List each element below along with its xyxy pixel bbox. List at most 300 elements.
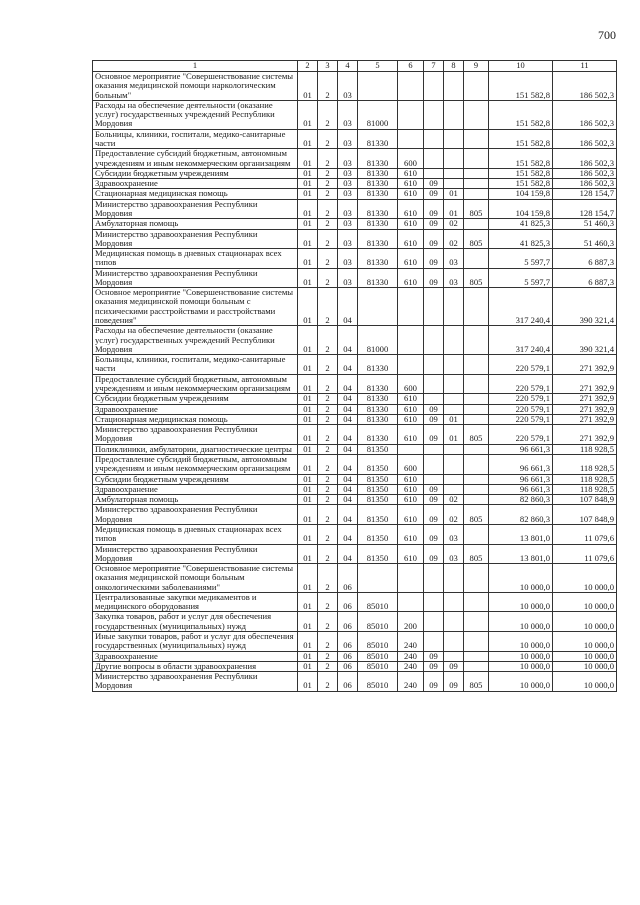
budget-item-name: Предоставление субсидий бюджетным, автономным учреждениям и иным некоммерческим организациям	[93, 374, 298, 394]
table-row	[93, 268, 617, 288]
code-cell: 09	[424, 524, 444, 544]
amount-cell: 96 661,3	[489, 454, 553, 474]
code-cell: 81350	[358, 484, 398, 494]
budget-item-name: Здравоохранение	[93, 484, 298, 494]
code-cell: 01	[298, 268, 318, 288]
code-cell	[444, 454, 464, 474]
code-cell: 81350	[358, 454, 398, 474]
code-cell	[444, 374, 464, 394]
amount-cell: 10 000,0	[553, 651, 617, 661]
code-cell	[464, 129, 489, 149]
code-cell: 2	[318, 544, 338, 564]
amount-cell: 41 825,3	[489, 229, 553, 249]
amount-cell: 128 154,7	[553, 189, 617, 199]
code-cell: 03	[338, 149, 358, 169]
code-cell: 03	[338, 249, 358, 269]
table-row	[93, 672, 617, 692]
budget-item-name: Министерство здравоохранения Республики Мордовия	[93, 268, 298, 288]
code-cell	[444, 651, 464, 661]
amount-cell: 10 000,0	[489, 672, 553, 692]
amount-cell: 10 000,0	[489, 651, 553, 661]
code-cell: 610	[398, 505, 424, 525]
code-cell	[464, 249, 489, 269]
code-cell: 04	[338, 355, 358, 375]
table-row	[93, 474, 617, 484]
amount-cell: 151 582,8	[489, 168, 553, 178]
code-cell: 09	[444, 661, 464, 671]
amount-cell: 151 582,8	[489, 100, 553, 129]
amount-cell: 51 460,3	[553, 229, 617, 249]
code-cell: 81330	[358, 404, 398, 414]
amount-cell: 96 661,3	[489, 484, 553, 494]
code-cell	[464, 149, 489, 169]
code-cell: 805	[464, 544, 489, 564]
code-cell	[464, 444, 489, 454]
code-cell	[444, 355, 464, 375]
code-cell: 03	[444, 268, 464, 288]
code-cell: 610	[398, 425, 424, 445]
code-cell: 01	[298, 168, 318, 178]
header-cell-name: 1	[93, 61, 298, 72]
code-cell	[464, 179, 489, 189]
code-cell: 85010	[358, 592, 398, 612]
amount-cell: 186 502,3	[553, 179, 617, 189]
code-cell: 04	[338, 404, 358, 414]
code-cell: 09	[424, 425, 444, 445]
header-cell: 11	[553, 61, 617, 72]
code-cell	[464, 414, 489, 424]
code-cell: 2	[318, 229, 338, 249]
code-cell: 81000	[358, 326, 398, 355]
code-cell: 610	[398, 484, 424, 494]
amount-cell: 107 848,9	[553, 495, 617, 505]
amount-cell: 41 825,3	[489, 219, 553, 229]
code-cell: 610	[398, 414, 424, 424]
table-row	[93, 355, 617, 375]
code-cell: 610	[398, 394, 424, 404]
code-cell: 240	[398, 632, 424, 652]
budget-table	[92, 60, 617, 692]
table-row	[93, 444, 617, 454]
code-cell: 805	[464, 199, 489, 219]
amount-cell: 10 000,0	[489, 612, 553, 632]
code-cell: 01	[298, 394, 318, 404]
code-cell: 610	[398, 179, 424, 189]
code-cell: 2	[318, 592, 338, 612]
code-cell: 610	[398, 219, 424, 229]
code-cell: 01	[298, 355, 318, 375]
code-cell: 09	[424, 179, 444, 189]
budget-item-name: Больницы, клиники, госпитали, медико-санитарные части	[93, 355, 298, 375]
code-cell	[444, 100, 464, 129]
code-cell: 240	[398, 672, 424, 692]
amount-cell: 390 321,4	[553, 288, 617, 326]
code-cell: 04	[338, 374, 358, 394]
code-cell: 81350	[358, 505, 398, 525]
code-cell	[464, 484, 489, 494]
table-row	[93, 374, 617, 394]
code-cell: 01	[444, 425, 464, 445]
amount-cell: 220 579,1	[489, 355, 553, 375]
code-cell	[444, 149, 464, 169]
amount-cell: 13 801,0	[489, 544, 553, 564]
table-row	[93, 524, 617, 544]
code-cell: 03	[444, 544, 464, 564]
table-row	[93, 484, 617, 494]
table-row	[93, 229, 617, 249]
code-cell: 06	[338, 672, 358, 692]
code-cell: 09	[424, 484, 444, 494]
table-row	[93, 179, 617, 189]
code-cell: 01	[298, 505, 318, 525]
code-cell: 610	[398, 229, 424, 249]
amount-cell: 151 582,8	[489, 129, 553, 149]
code-cell: 81330	[358, 149, 398, 169]
code-cell	[464, 189, 489, 199]
amount-cell: 118 928,5	[553, 454, 617, 474]
code-cell: 01	[298, 179, 318, 189]
table-row	[93, 189, 617, 199]
header-cell: 4	[338, 61, 358, 72]
code-cell: 01	[298, 229, 318, 249]
code-cell: 2	[318, 179, 338, 189]
code-cell: 01	[298, 474, 318, 484]
table-row	[93, 414, 617, 424]
code-cell: 610	[398, 199, 424, 219]
code-cell: 04	[338, 288, 358, 326]
code-cell	[464, 404, 489, 414]
code-cell	[424, 444, 444, 454]
code-cell: 01	[298, 612, 318, 632]
code-cell: 01	[298, 219, 318, 229]
code-cell	[464, 612, 489, 632]
table-row	[93, 199, 617, 219]
code-cell: 03	[338, 129, 358, 149]
amount-cell: 96 661,3	[489, 474, 553, 484]
code-cell: 02	[444, 229, 464, 249]
table-row	[93, 394, 617, 404]
code-cell: 01	[298, 454, 318, 474]
amount-cell: 151 582,8	[489, 72, 553, 101]
table-row	[93, 404, 617, 414]
code-cell: 09	[444, 672, 464, 692]
code-cell: 09	[424, 651, 444, 661]
table-row	[93, 249, 617, 269]
code-cell: 2	[318, 632, 338, 652]
code-cell: 2	[318, 484, 338, 494]
code-cell: 04	[338, 524, 358, 544]
code-cell: 81330	[358, 414, 398, 424]
budget-item-name: Здравоохранение	[93, 179, 298, 189]
code-cell: 06	[338, 592, 358, 612]
code-cell	[358, 72, 398, 101]
amount-cell: 5 597,7	[489, 268, 553, 288]
code-cell: 805	[464, 268, 489, 288]
code-cell: 04	[338, 474, 358, 484]
amount-cell: 118 928,5	[553, 474, 617, 484]
amount-cell: 186 502,3	[553, 168, 617, 178]
amount-cell: 271 392,9	[553, 394, 617, 404]
code-cell: 2	[318, 651, 338, 661]
code-cell	[464, 632, 489, 652]
amount-cell: 220 579,1	[489, 414, 553, 424]
code-cell: 81350	[358, 544, 398, 564]
budget-item-name: Закупка товаров, работ и услуг для обеспечения государственных (муниципальных) нужд	[93, 612, 298, 632]
code-cell: 04	[338, 444, 358, 454]
code-cell: 2	[318, 414, 338, 424]
code-cell: 06	[338, 564, 358, 593]
code-cell	[464, 326, 489, 355]
amount-cell: 186 502,3	[553, 100, 617, 129]
budget-item-name: Основное мероприятие "Совершенствование системы оказания медицинской помощи больным онкологическими заболеваниями"	[93, 564, 298, 593]
code-cell: 610	[398, 474, 424, 484]
code-cell: 81330	[358, 229, 398, 249]
code-cell: 01	[298, 189, 318, 199]
code-cell: 2	[318, 374, 338, 394]
code-cell	[444, 179, 464, 189]
amount-cell: 271 392,9	[553, 404, 617, 414]
code-cell: 2	[318, 425, 338, 445]
code-cell	[464, 564, 489, 593]
code-cell: 2	[318, 168, 338, 178]
code-cell	[398, 592, 424, 612]
code-cell: 02	[444, 495, 464, 505]
code-cell: 01	[298, 661, 318, 671]
code-cell: 81330	[358, 268, 398, 288]
code-cell	[464, 661, 489, 671]
code-cell: 01	[298, 672, 318, 692]
code-cell	[398, 72, 424, 101]
code-cell: 04	[338, 505, 358, 525]
code-cell	[398, 129, 424, 149]
budget-item-name: Министерство здравоохранения Республики Мордовия	[93, 672, 298, 692]
code-cell: 04	[338, 454, 358, 474]
code-cell: 2	[318, 612, 338, 632]
table-row	[93, 612, 617, 632]
code-cell: 600	[398, 454, 424, 474]
code-cell: 01	[298, 414, 318, 424]
code-cell	[424, 612, 444, 632]
code-cell	[424, 326, 444, 355]
code-cell	[358, 564, 398, 593]
code-cell	[398, 355, 424, 375]
table-row	[93, 592, 617, 612]
amount-cell: 96 661,3	[489, 444, 553, 454]
budget-item-name: Предоставление субсидий бюджетным, автономным учреждениям и иным некоммерческим организациям	[93, 454, 298, 474]
amount-cell: 271 392,9	[553, 355, 617, 375]
budget-item-name: Больницы, клиники, госпитали, медико-санитарные части	[93, 129, 298, 149]
code-cell	[424, 168, 444, 178]
code-cell: 200	[398, 612, 424, 632]
code-cell: 81330	[358, 199, 398, 219]
code-cell	[398, 288, 424, 326]
code-cell: 2	[318, 72, 338, 101]
code-cell: 85010	[358, 672, 398, 692]
code-cell: 81350	[358, 495, 398, 505]
code-cell: 81330	[358, 355, 398, 375]
budget-item-name: Амбулаторная помощь	[93, 495, 298, 505]
code-cell: 01	[298, 632, 318, 652]
table-row	[93, 632, 617, 652]
code-cell: 09	[424, 672, 444, 692]
code-cell	[464, 219, 489, 229]
code-cell: 09	[424, 189, 444, 199]
table-row	[93, 100, 617, 129]
code-cell: 2	[318, 454, 338, 474]
budget-item-name: Основное мероприятие "Совершенствование системы оказания медицинской помощи наркологическим больным"	[93, 72, 298, 101]
code-cell: 03	[444, 524, 464, 544]
code-cell: 01	[298, 288, 318, 326]
header-cell: 2	[298, 61, 318, 72]
code-cell: 81330	[358, 425, 398, 445]
code-cell: 06	[338, 661, 358, 671]
code-cell: 09	[424, 544, 444, 564]
code-cell	[444, 444, 464, 454]
code-cell	[444, 394, 464, 404]
code-cell: 81000	[358, 100, 398, 129]
amount-cell: 186 502,3	[553, 129, 617, 149]
code-cell	[424, 374, 444, 394]
code-cell	[444, 168, 464, 178]
amount-cell: 220 579,1	[489, 374, 553, 394]
code-cell	[444, 612, 464, 632]
budget-item-name: Министерство здравоохранения Республики Мордовия	[93, 505, 298, 525]
code-cell	[464, 168, 489, 178]
code-cell: 09	[424, 505, 444, 525]
amount-cell: 271 392,9	[553, 414, 617, 424]
amount-cell: 5 597,7	[489, 249, 553, 269]
amount-cell: 10 000,0	[553, 592, 617, 612]
budget-item-name: Централизованные закупки медикаментов и медицинского оборудования	[93, 592, 298, 612]
code-cell: 2	[318, 474, 338, 484]
code-cell: 81350	[358, 474, 398, 484]
code-cell: 03	[338, 189, 358, 199]
code-cell: 01	[298, 484, 318, 494]
amount-cell: 220 579,1	[489, 425, 553, 445]
code-cell	[464, 524, 489, 544]
amount-cell: 317 240,4	[489, 326, 553, 355]
code-cell: 2	[318, 505, 338, 525]
code-cell: 2	[318, 288, 338, 326]
budget-item-name: Субсидии бюджетным учреждениям	[93, 394, 298, 404]
code-cell: 01	[298, 72, 318, 101]
code-cell: 805	[464, 505, 489, 525]
code-cell	[444, 474, 464, 484]
budget-item-name: Здравоохранение	[93, 651, 298, 661]
code-cell	[424, 394, 444, 404]
code-cell: 2	[318, 404, 338, 414]
amount-cell: 186 502,3	[553, 149, 617, 169]
code-cell	[444, 564, 464, 593]
code-cell: 610	[398, 404, 424, 414]
table-row	[93, 454, 617, 474]
code-cell	[424, 355, 444, 375]
code-cell: 2	[318, 149, 338, 169]
code-cell: 81330	[358, 249, 398, 269]
code-cell: 06	[338, 632, 358, 652]
amount-cell: 51 460,3	[553, 219, 617, 229]
code-cell	[464, 592, 489, 612]
amount-cell: 317 240,4	[489, 288, 553, 326]
code-cell: 02	[444, 505, 464, 525]
code-cell: 81330	[358, 394, 398, 404]
amount-cell: 82 860,3	[489, 505, 553, 525]
code-cell: 03	[338, 268, 358, 288]
code-cell: 06	[338, 651, 358, 661]
budget-item-name: Министерство здравоохранения Республики Мордовия	[93, 425, 298, 445]
code-cell: 04	[338, 414, 358, 424]
budget-item-name: Предоставление субсидий бюджетным, автономным учреждениям и иным некоммерческим организациям	[93, 149, 298, 169]
code-cell: 01	[298, 425, 318, 445]
code-cell: 01	[298, 100, 318, 129]
code-cell	[464, 474, 489, 484]
header-cell: 6	[398, 61, 424, 72]
budget-item-name: Иные закупки товаров, работ и услуг для обеспечения государственных (муниципальных) нужд	[93, 632, 298, 652]
amount-cell: 118 928,5	[553, 444, 617, 454]
code-cell: 2	[318, 672, 338, 692]
code-cell: 81330	[358, 374, 398, 394]
code-cell: 04	[338, 495, 358, 505]
amount-cell: 271 392,9	[553, 425, 617, 445]
budget-item-name: Поликлиники, амбулатории, диагностические центры	[93, 444, 298, 454]
amount-cell: 128 154,7	[553, 199, 617, 219]
table-row	[93, 425, 617, 445]
code-cell: 85010	[358, 632, 398, 652]
code-cell: 01	[298, 544, 318, 564]
code-cell: 09	[424, 661, 444, 671]
amount-cell: 220 579,1	[489, 394, 553, 404]
code-cell: 04	[338, 425, 358, 445]
code-cell: 03	[338, 168, 358, 178]
code-cell: 2	[318, 495, 338, 505]
code-cell: 01	[298, 326, 318, 355]
code-cell: 81350	[358, 444, 398, 454]
code-cell: 85010	[358, 661, 398, 671]
amount-cell: 10 000,0	[553, 632, 617, 652]
amount-cell: 10 000,0	[489, 632, 553, 652]
code-cell	[464, 454, 489, 474]
code-cell: 01	[298, 199, 318, 219]
table-row	[93, 661, 617, 671]
code-cell: 03	[338, 229, 358, 249]
amount-cell: 220 579,1	[489, 404, 553, 414]
code-cell: 240	[398, 661, 424, 671]
table-row	[93, 505, 617, 525]
code-cell: 04	[338, 326, 358, 355]
table-row	[93, 564, 617, 593]
code-cell: 09	[424, 199, 444, 219]
code-cell: 2	[318, 100, 338, 129]
budget-item-name: Субсидии бюджетным учреждениям	[93, 474, 298, 484]
amount-cell: 10 000,0	[489, 592, 553, 612]
table-row	[93, 219, 617, 229]
code-cell: 04	[338, 484, 358, 494]
table-row	[93, 651, 617, 661]
code-cell	[444, 288, 464, 326]
code-cell: 2	[318, 394, 338, 404]
code-cell	[398, 564, 424, 593]
code-cell: 09	[424, 229, 444, 249]
code-cell: 09	[424, 404, 444, 414]
code-cell: 09	[424, 268, 444, 288]
header-cell: 7	[424, 61, 444, 72]
code-cell: 81330	[358, 179, 398, 189]
code-cell	[424, 100, 444, 129]
code-cell: 240	[398, 651, 424, 661]
amount-cell: 6 887,3	[553, 268, 617, 288]
code-cell: 610	[398, 189, 424, 199]
amount-cell: 10 000,0	[489, 564, 553, 593]
